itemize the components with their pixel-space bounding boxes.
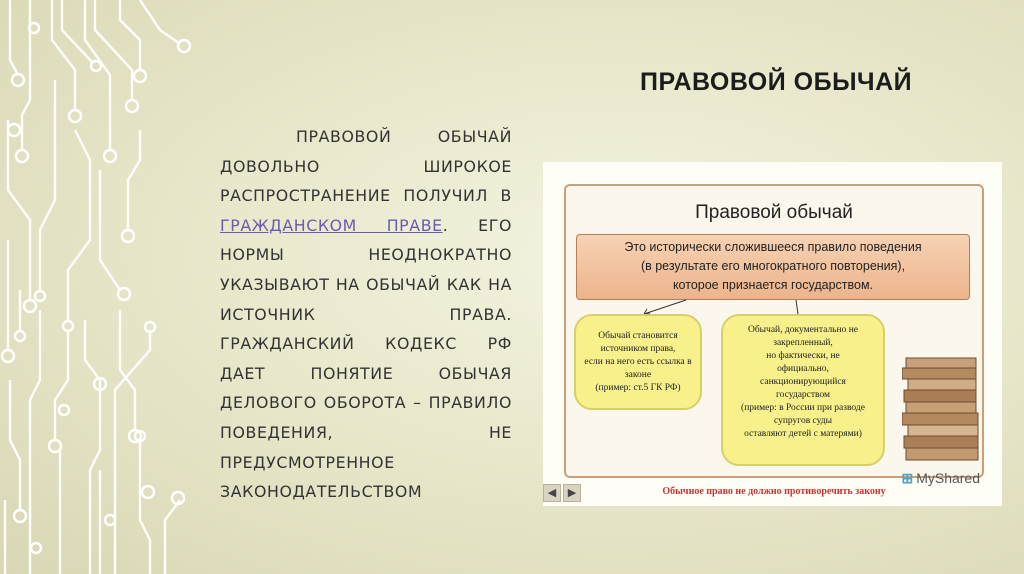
- left-oval-box: [574, 314, 702, 410]
- definition-scroll: [576, 234, 970, 300]
- left-box-line: источником права,: [600, 344, 676, 354]
- right-box-line: оставляют детей с матерями): [744, 429, 862, 439]
- prev-slide-button[interactable]: ◀: [543, 484, 561, 502]
- left-box-line: если на него есть ссылка в: [584, 357, 692, 367]
- right-box-line: супругов суды: [773, 416, 833, 426]
- books-stack-icon: [902, 354, 982, 474]
- definition-text: [577, 238, 969, 295]
- left-box-line: законе: [624, 370, 652, 380]
- right-box-line: санкционирующийся: [760, 377, 846, 387]
- legal-custom-diagram-image: [543, 162, 1002, 506]
- bottom-note: Обычное право не должно противоречить закону: [662, 486, 886, 497]
- right-box-line: официально,: [777, 364, 829, 374]
- watermark: [901, 470, 980, 487]
- right-oval-box: [721, 314, 885, 466]
- body-text-part1: ПРАВОВОЙ ОБЫЧАЙ ДОВОЛЬНО ШИРОКОЕ РАСПРОСТРАНЕНИЕ ПОЛУЧИЛ В: [220, 127, 512, 206]
- right-box-line: Обычай, документально не: [747, 325, 859, 335]
- myshared-logo-icon: ⊞: [901, 470, 914, 486]
- body-text-part2: . ЕГО НОРМЫ НЕОДНОКРАТНО УКАЗЫВАЮТ НА ОБЫЧАЙ КАК НА ИСТОЧНИК ПРАВА. ГРАЖДАНСКИЙ КОДЕКС РФ ДАЕТ ПОНЯТИЕ ОБЫЧАЯ ДЕЛОВОГО ОБОРОТА – ПРАВИЛО ПОВЕДЕНИЯ, НЕ ПРЕДУСМОТРЕННОЕ ЗАКОНОДАТЕЛЬСТВОМ: [220, 215, 512, 502]
- body-paragraph: [220, 122, 512, 507]
- diagram-frame: [564, 184, 984, 497]
- civil-law-link[interactable]: ГРАЖДАНСКОМ ПРАВЕ: [220, 215, 443, 235]
- definition-line: Это исторически сложившееся правило поведения: [624, 240, 922, 254]
- circuit-decoration: [0, 0, 200, 574]
- right-box-line: закрепленный,: [773, 338, 833, 348]
- slide-title: ПРАВОВОЙ ОБЫЧАЙ: [640, 68, 913, 96]
- right-box-line: (пример: в России при разводе: [741, 403, 865, 413]
- watermark-text: MyShared: [916, 470, 980, 486]
- right-box-line: государством: [775, 390, 831, 400]
- right-box-line: но фактически, не: [766, 351, 840, 361]
- definition-line: (в результате его многократного повторения),: [640, 259, 906, 273]
- left-box-line: (пример: ст.5 ГК РФ): [595, 383, 681, 393]
- diagram-title: Правовой обычай: [695, 202, 853, 223]
- left-box-line: Обычай становится: [598, 331, 678, 341]
- definition-line: которое признается государством.: [672, 278, 874, 292]
- next-slide-button[interactable]: ▶: [563, 484, 581, 502]
